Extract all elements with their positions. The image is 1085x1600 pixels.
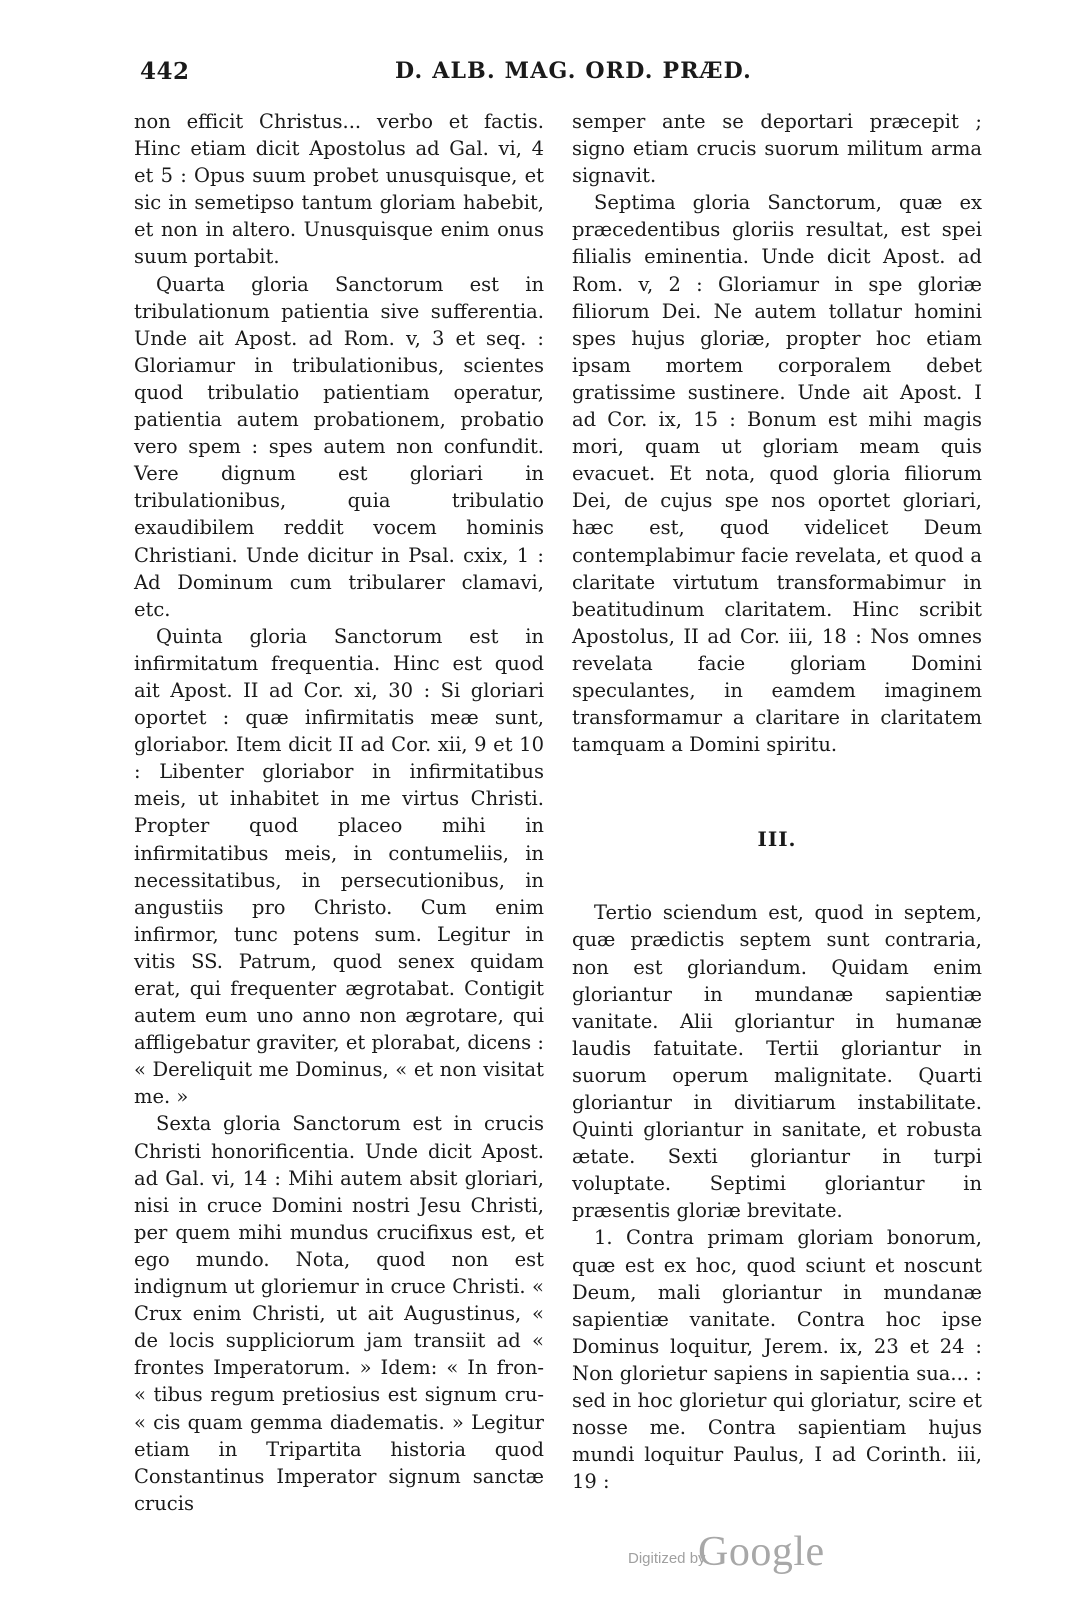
google-logo: Google <box>698 1529 825 1575</box>
paragraph: 1. Contra primam gloriam bonorum, quæ est ex hoc, quod sciunt et noscunt Deum, mali gloriantur in mundanæ sapientiæ vanitate. Contra hoc ipse Dominus loquitur, Jerem. ix, 23 et 24 : Non glorietur sapiens in sapientia sua... : sed in hoc glorietur qui gloriatur, scire et nosse me. Contra sapientiam hujus mundi loquitur Paulus, I ad Corinth. iii, 19 : <box>572 1226 982 1494</box>
paragraph: Septima gloria Sanctorum, quæ ex præcedentibus gloriis resultat, est spei filialis eminentia. Unde dicit Apost. ad Rom. v, 2 : Gloriamur in spe gloriæ filiorum Dei. Ne autem tollatur homini spes hujus gloriæ, propter hoc etiam ipsam mortem corporalem debet gratissime sustinere. Unde ait Apost. I ad Cor. ix, 15 : Bonum est mihi magis mori, quam ut gloriam meam quis evacuet. Et nota, quod gloria filiorum Dei, de cujus spe nos oportet gloriari, hæc est, quod videlicet Deum contemplabimur facie revelata, et quod a claritate virtutum transformabimur in beatitudinum claritatem. Hinc scribit Apostolus, II ad Cor. iii, 18 : Nos omnes revelata facie gloriam Domini speculantes, in eamdem imaginem transformamur a claritare in claritatem tamquam a Domini spiritu. <box>572 191 982 757</box>
running-title: D. ALB. MAG. ORD. PRÆD. <box>395 58 752 84</box>
paragraph: non efficit Christus... verbo et factis. Hinc etiam dicit Apostolus ad Gal. vi, 4 et 5 : Opus suum probet unusquisque, et sic in semetipso tantum gloriam habebit, et non in altero. Unusquisque enim onus suum portabit. <box>134 110 544 269</box>
paragraph: Quarta gloria Sanctorum est in tribulationum patientia sive sufferentia. Unde ait Apost. ad Rom. v, 3 et seq. : Gloriamur in tribulationibus, scientes quod tribulatio patientiam operatur, patientia autem probationem, probatio vero spem : spes autem non confundit. Vere dignum est gloriari in tribulationibus, quia tribulatio exaudibilem reddit vocem hominis Christiani. Unde dicitur in Psal. cxix, 1 : Ad Dominum cum tribularer clamavi, etc. <box>134 272 544 621</box>
paragraph: Sexta gloria Sanctorum est in crucis Christi honorificentia. Unde dicit Apost. ad Gal. vi, 14 : Mihi autem absit gloriari, nisi in cruce Domini nostri Jesu Christi, per quem mihi mundus crucifixus est, et ego mundo. Nota, quod non est indignum ut gloriemur in cruce Christi. « Crux enim Christi, ut ait Augustinus, « de locis suppliciorum jam transiit ad « frontes Imperatorum. » Idem: « In fron- « tibus regum pretiosius est signum cru- « cis quam gemma diadematis. » Legitur etiam in Tripartita historia quod Constantinus Imperator signum sanctæ crucis <box>134 1112 544 1515</box>
paragraph: Quinta gloria Sanctorum est in infirmitatum frequentia. Hinc est quod ait Apost. II ad Cor. xi, 30 : Si gloriari oportet : quæ infirmitatis meæ sunt, gloriabor. Item dicit II ad Cor. xii, 9 et 10 : Libenter gloriabor in infirmitatibus meis, ut inhabitet in me virtus Christi. Propter quod placeo mihi in infirmitatibus meis, in contumeliis, in necessitatibus, in persecutionibus, in angustiis pro Christo. Cum enim infirmor, tunc potens sum. Legitur in vitis SS. Patrum, quod senex quidam erat, qui frequenter ægrotabat. Contigit autem eum uno anno non ægrotare, qui affligebatur graviter, et plorabat, dicens : « Dereliquit me Dominus, « et non visitat me. » <box>134 624 544 1109</box>
watermark-prefix: Digitized by <box>628 1550 706 1567</box>
paragraph: semper ante se deportari præcepit ; signo etiam crucis suorum militum arma signavit. <box>572 110 982 188</box>
left-column <box>134 108 544 1517</box>
paragraph: Tertio sciendum est, quod in septem, quæ prædictis septem sunt contraria, non est gloriandum. Quidam enim gloriantur in mundanæ sapientiæ vanitate. Alii gloriantur in humanæ laudis fatuitate. Tertii gloriantur in suorum operum malignitate. Quarti gloriantur in divitiarum instabilitate. Quinti gloriantur in sanitate, et robusta ætate. Sexti gloriantur in turpi voluptate. Septimi gloriantur in præsentis gloriæ brevitate. <box>572 901 982 1223</box>
page-number: 442 <box>140 58 190 85</box>
section-heading: III. <box>757 827 797 852</box>
digitized-watermark <box>628 1528 948 1578</box>
right-column <box>572 108 982 1495</box>
page-header <box>140 58 970 92</box>
